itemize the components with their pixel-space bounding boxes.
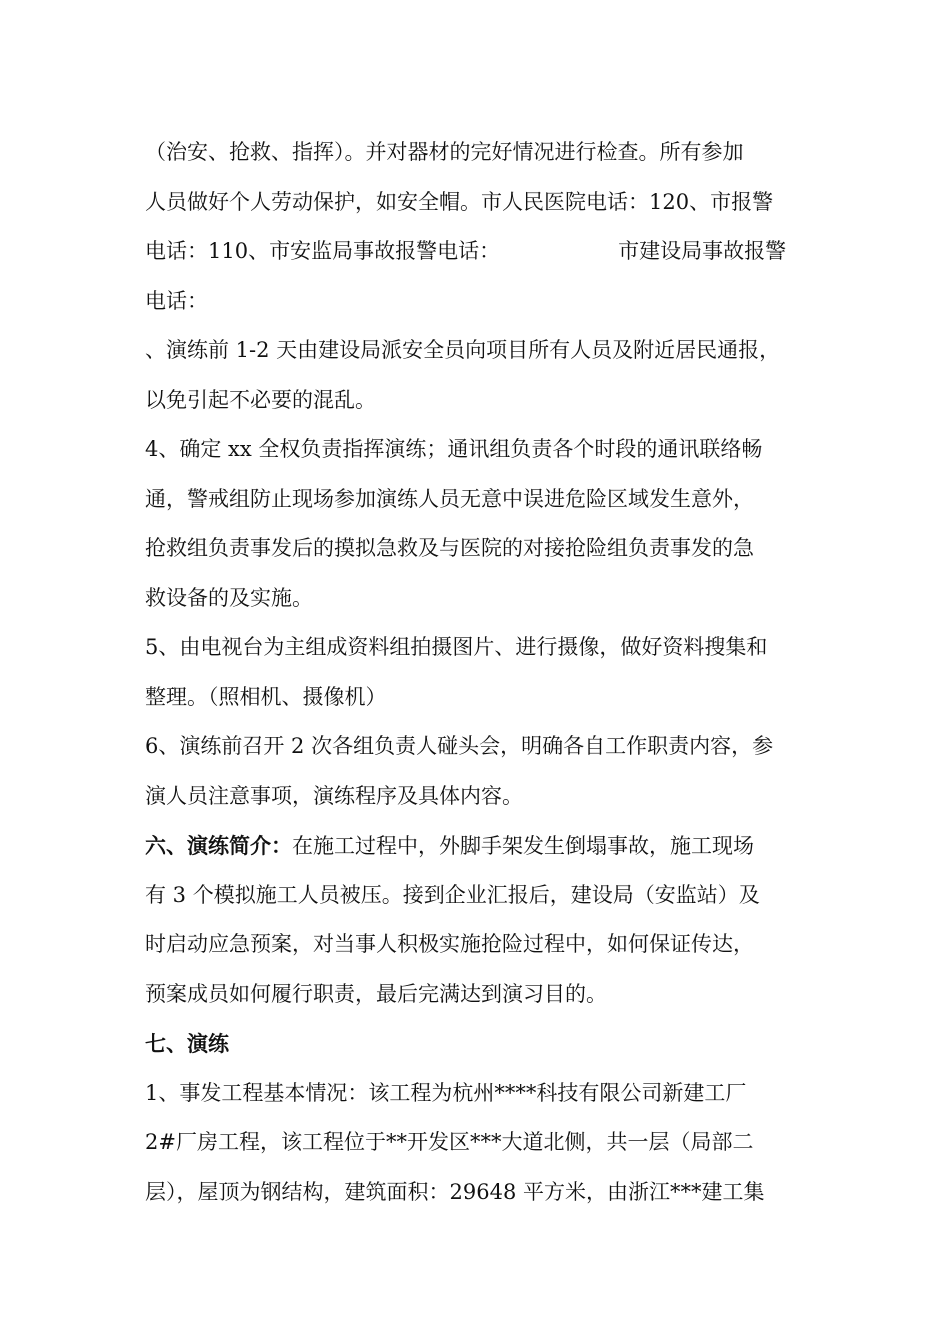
text-line: 5、由电视台为主组成资料组拍摄图片、进行摄像，做好资料搜集和 [145,635,768,659]
text-line: （治安、抢救、指挥）。并对器材的完好情况进行检查。所有参加 [145,140,744,164]
text-line: 电话： [145,288,208,313]
section-heading: 七、演练 [145,1031,229,1056]
text-line: 整理。（照相机、摄像机） [145,684,387,709]
document-body [145,128,815,1217]
text-line: 通，警戒组防止现场参加演练人员无意中误进危险区域发生意外， [145,486,754,511]
text-line: 有 3 个模拟施工人员被压。接到企业汇报后，建设局（安监站）及 [145,882,760,907]
text-segment: 市建设局事故报警 [618,239,787,263]
section-heading: 六、演练简介： [145,833,292,858]
text-segment: 在施工过程中，外脚手架发生倒塌事故，施工现场 [292,834,754,858]
text-segment: 电话：110、市安监局事故报警电话： [145,239,501,263]
text-line: 、演练前 1-2 天由建设局派安全员向项目所有人员及附近居民通报， [145,338,781,362]
text-line: 4、确定 xx 全权负责指挥演练；通讯组负责各个时段的通讯联络畅 [145,437,763,461]
text-line [145,821,815,871]
text-line: 救设备的及实施。 [145,585,313,610]
text-line: 抢救组负责事发后的摸拟急救及与医院的对接抢险组负责事发的急 [145,536,754,560]
text-line: 时启动应急预案，对当事人积极实施抢险过程中，如何保证传达， [145,932,754,956]
text-line [145,227,815,277]
text-line: 1、事发工程基本情况：该工程为杭州****科技有限公司新建工厂 [145,1080,747,1105]
text-line: 预案成员如何履行职责，最后完满达到演习目的。 [145,981,607,1006]
text-line: 2#厂房工程，该工程位于**开发区***大道北侧，共一层（局部二 [145,1130,754,1154]
text-line: 演人员注意事项，演练程序及具体内容。 [145,783,523,808]
text-line: 以免引起不必要的混乱。 [145,387,376,412]
text-line: 人员做好个人劳动保护，如安全帽。市人民医院电话：120、市报警 [145,189,774,214]
text-line: 层），屋顶为钢结构，建筑面积：29648 平方米，由浙江***建工集 [145,1179,765,1204]
text-line: 6、演练前召开 2 次各组负责人碰头会，明确各自工作职责内容，参 [145,734,774,758]
